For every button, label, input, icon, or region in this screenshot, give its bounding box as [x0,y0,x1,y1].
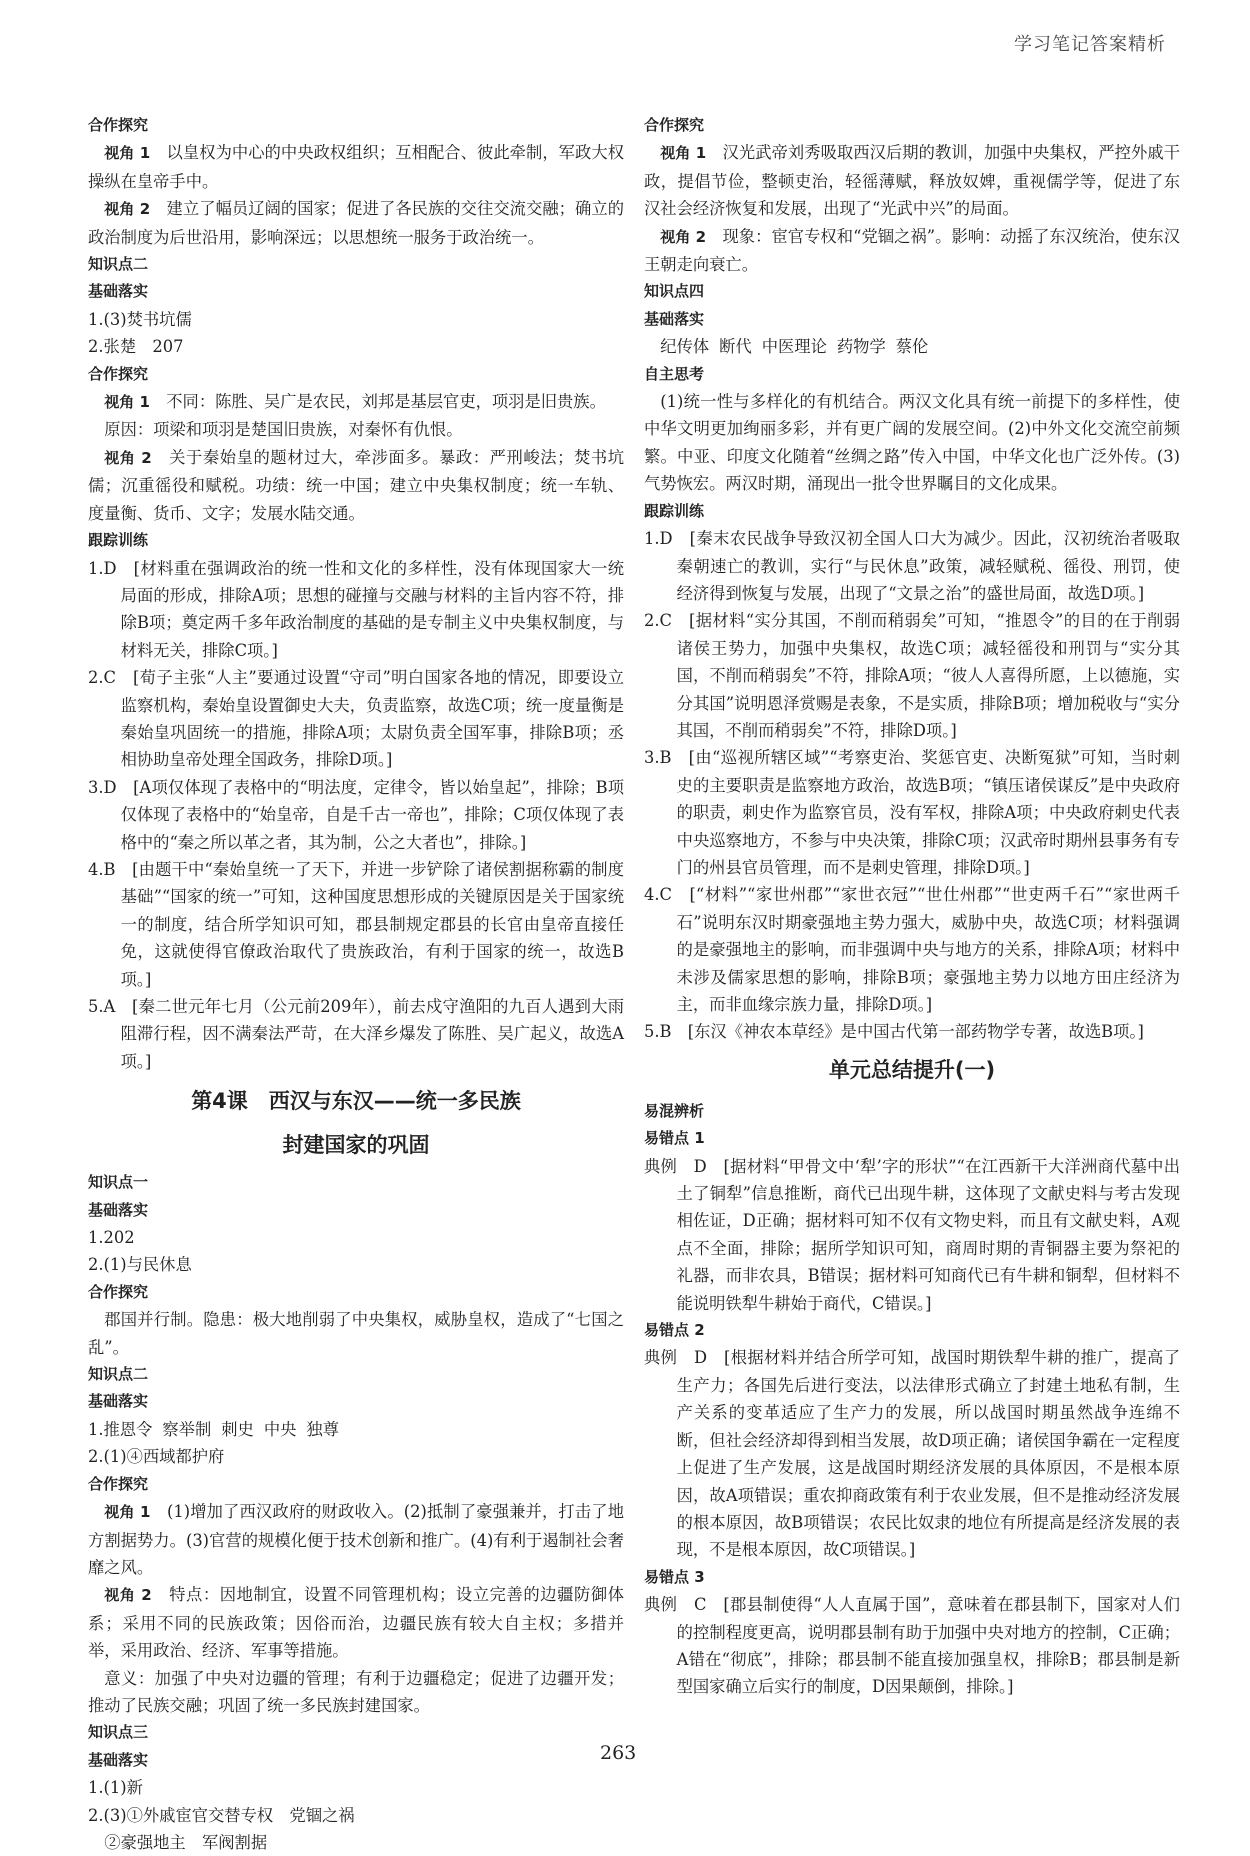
answer-term: 中医理论 [761,337,827,357]
section-heading: 基础落实 [88,282,149,301]
answer-line: 1.202 [88,1228,135,1248]
paragraph-text: 汉光武帝刘秀吸取西汉后期的教训，加强中央集权，严控外戚干政，提倡节俭，整顿吏治，轻徭薄赋，释放奴婢，重视儒学等，促进了东汉社会经济恢复和发展，出现了“光武中兴”的局面。 [644,143,1180,219]
answer-line [644,333,1180,360]
answer-item: 3.D [A项仅体现了表格中的“明法度，定律令，皆以始皇起”，排除；B项仅体现了表格中的“始皇帝，自是千古一帝也”，排除；C项仅体现了表格中的“秦之所以革之者，其为制，公之大者也”，排除。] [88,777,624,852]
perspective-label: 视角 1 [104,1503,151,1522]
section-heading: 自主思考 [644,364,705,383]
answer-term: 刺史 [221,1419,254,1439]
paragraph [644,139,1180,222]
perspective-label: 视角 2 [104,1586,152,1605]
answer-line: 2.(3)①外戚宦官交替专权 党锢之祸 [88,1805,355,1825]
running-header: 学习笔记答案精析 [1014,34,1166,55]
perspective-label: 视角 1 [660,144,707,163]
section-heading: 合作探究 [644,116,705,134]
perspective-label: 视角 2 [660,227,707,246]
paragraph-text: 以皇权为中心的中央政权组织；互相配合、彼此牵制，军政大权操纵在皇帝手中。 [88,143,624,191]
right-column [644,112,1180,1701]
paragraph: 原因：项梁和项羽是楚国旧贵族，对秦怀有仇恨。 [104,420,463,440]
answer-item: 5.A [秦二世元年七月（公元前209年），前去戍守渔阳的九百人遇到大雨阻滞行程，因不满秦法严苛，在大泽乡爆发了陈胜、吴广起义，故选A项。] [88,997,624,1071]
answer-line: 2.(1)与民休息 [88,1255,192,1275]
answer-term: 纪传体 [660,337,710,357]
answer-term: 蔡伦 [895,337,929,357]
paragraph [644,223,1180,279]
answer-item: 1.D [材料重在强调政治的统一性和文化的多样性，没有体现国家大一统局面的形成，排除A项；思想的碰撞与交融与材料的主旨内容不符，排除B项；奠定两千多年政治制度的基础的是专制主义中央集权制度，与材料无关，排除C项。] [88,558,624,660]
paragraph-text: (1)增加了西汉政府的财政收入。(2)抵制了豪强兼并，打击了地方割据势力。(3)官营的规模化便于技术创新和推广。(4)有利于遏制社会奢靡之风。 [88,1502,624,1577]
section-heading: 知识点一 [88,1173,149,1192]
paragraph [88,1498,624,1581]
example-answer: 典例 D [根据材料并结合所学可知，战国时期铁犁牛耕的推广，提高了生产力；各国先后进行变法，以法律形式确立了封建土地私有制，生产关系的变革适应了生产力的发展，所以战国时期虽然战争连绵不断，但社会经济却得到相当发展，故D项正确；诸侯国争霸在一定程度上促进了生产发展，这是战国时期经济发展的具体原因，不是根本原因，故A项错误；重农抑商政策有利于农业发展，但不是推动经济发展的根本原因，故B项错误；农民比奴隶的地位有所提高是经济发展的表现，不是根本原因，故C项错误。] [644,1348,1180,1560]
answer-term: 察举制 [162,1419,212,1439]
example-answer: 典例 C [郡县制使得“人人直属于国”，意味着在郡县制下，国家对人们的控制程度更高，说明郡县制有助于加强中央对地方的控制，C正确；A错在“彻底”，排除；郡县制不能直接加强皇权，排除B；郡县制是新型国家确立后实行的制度，D因果颠倒，排除。] [644,1595,1180,1697]
section-heading: 知识点四 [644,282,705,301]
section-heading: 合作探究 [88,364,149,383]
page-number: 263 [600,1742,637,1764]
lesson-title: 第4课 西汉与东汉——统一多民族 [191,1089,521,1114]
answer-line: 1.(1)新 [88,1778,143,1798]
section-heading: 基础落实 [88,1200,149,1219]
answer-item: 2.C [荀子主张“人主”要通过设置“守司”明白国家各地的情况，即要设立监察机构，秦始皇设置御史大夫，负责监察，故选C项；统一度量衡是秦始皇巩固统一的措施，排除A项；太尉负责全国军事，排除B项；丞相协助皇帝处理全国政务，排除D项。] [88,668,624,770]
answer-item: 3.B [由“巡视所辖区域”“考察吏治、奖惩官吏、决断冤狱”可知，当时刺史的主要职责是监察地方政治，故选B项；“镇压诸侯谋反”是中央政府的职责，刺史作为监察官员，没有军权，排除A项；中央政府刺史代表中央巡察地方，不参与中央决策，排除C项；汉武帝时期州县事务有专门的州县官员管理，而不是刺史管理，排除D项。] [644,748,1180,877]
perspective-label: 视角 2 [104,448,152,467]
example-answer: 典例 D [据材料“甲骨文中‘犁’字的形状”“在江西新干大洋洲商代墓中出土了铜犁”信息推断，商代已出现牛耕，这体现了文献史料与考古发现相佐证，D正确；据材料可知不仅有文物史料，而且有文献史料，A观点不全面，排除；据所学知识可知，商周时期的青铜器主要为祭祀的礼器，而非农具，B错误；据材料可知商代已有牛耕和铜犁，但材料不能说明铁犁牛耕始于商代，C错误。] [644,1156,1180,1313]
answer-term: 中央 [263,1419,297,1439]
answer-item: 1.D [秦末农民战争导致汉初全国人口大为减少。因此，汉初统治者吸取秦朝速亡的教训，实行“与民休息”政策，减轻赋税、徭役、刑罚，使经济得到恢复与发展，出现了“文景之治”的盛世局面，故选D项。] [644,529,1180,603]
section-heading: 易错点 2 [644,1321,705,1340]
answer-term: 断代 [719,337,752,357]
paragraph: (1)统一性与多样化的有机结合。两汉文化具有统一前提下的多样性，使中华文明更加绚丽多彩，并有更广阔的发展空间。(2)中外文化交流空前频繁。中亚、印度文化随着“丝绸之路”传入中国，中华文化也广泛外传。(3)气势恢宏。两汉时期，涌现出一批令世界瞩目的文化成果。 [644,392,1180,494]
unit-summary-title: 单元总结提升(一) [828,1057,996,1082]
section-heading: 合作探究 [88,116,149,134]
paragraph [88,1581,624,1664]
left-column [88,112,624,1856]
answer-line: ②豪强地主 军阀割据 [104,1832,268,1852]
section-heading: 知识点三 [88,1723,149,1742]
answer-line: 2.张楚 207 [88,337,184,357]
paragraph-text: 现象：宦官专权和“党锢之祸”。影响：动摇了东汉统治，使东汉王朝走向衰亡。 [644,226,1180,275]
paragraph: 意义：加强了中央对边疆的管理；有利于边疆稳定；促进了边疆开发；推动了民族交融；巩固了统一多民族封建国家。 [88,1668,624,1715]
perspective-label: 视角 2 [104,200,151,219]
answer-term: 药物学 [836,337,886,357]
section-heading: 跟踪训练 [88,531,149,550]
section-heading: 知识点二 [88,1365,149,1384]
section-heading: 基础落实 [88,1392,149,1411]
answer-term: 1.推恩令 [88,1419,153,1439]
paragraph [88,444,624,527]
section-heading: 基础落实 [88,1750,149,1769]
section-heading: 知识点二 [88,255,149,274]
section-heading: 合作探究 [88,1282,149,1301]
paragraph [88,388,624,416]
paragraph-text: 建立了幅员辽阔的国家；促进了各民族的交往交流交融；确立的政治制度为后世沿用，影响深远；以思想统一服务于政治统一。 [88,199,624,247]
perspective-label: 视角 1 [104,393,150,412]
answer-item: 2.C [据材料“实分其国，不削而稍弱矣”可知，“推恩令”的目的在于削弱诸侯王势力，加强中央集权，故选C项；减轻徭役和刑罚与“实分其国，不削而稍弱矣”不符，排除A项；“彼人人喜得所愿，上以德施，实分其国”说明恩泽赏赐是表象，不是实质，排除B项；增加税收与“实分其国，不削而稍弱矣”不符，排除D项。] [644,611,1180,740]
section-heading: 易混辨析 [644,1101,705,1120]
paragraph-text: 特点：因地制宜，设置不同管理机构；设立完善的边疆防御体系；采用不同的民族政策；因俗而治，边疆民族有较大自主权；多措并举，采用政治、经济、军事等措施。 [88,1585,624,1661]
section-heading: 易错点 1 [644,1129,705,1148]
paragraph-text: 不同：陈胜、吴广是农民，刘邦是基层官吏，项羽是旧贵族。 [166,392,606,412]
answer-line [88,1416,624,1443]
paragraph [88,195,624,251]
answer-line: 1.(3)焚书坑儒 [88,309,192,329]
section-heading: 易错点 3 [644,1567,705,1586]
paragraph: 郡国并行制。隐患：极大地削弱了中央集权，威胁皇权，造成了“七国之乱”。 [88,1310,624,1357]
paragraph [88,139,624,195]
lesson-title-line2: 封建国家的巩固 [282,1133,430,1158]
answer-item: 4.C [“材料”“家世州郡”“家世衣冠”“世仕州郡”“世吏两千石”“家世两千石”说明东汉时期豪强地主势力强大，威胁中央，故选C项；材料强调的是豪强地主的影响，而非强调中央与地方的关系，排除A项；材料中未涉及儒家思想的影响，排除B项；豪强地主势力以地方田庄经济为主，而非血缘宗族力量，排除D项。] [644,885,1180,1014]
answer-item: 5.B [东汉《神农本草经》是中国古代第一部药物学专著，故选B项。] [644,1022,1144,1042]
answer-item: 4.B [由题干中“秦始皇统一了天下，并进一步铲除了诸侯割据称霸的制度基础”“国家的统一”可知，这种国度思想形成的关键原因是关于国家统一的制度，结合所学知识可知，郡县制规定郡县的长官由皇帝直接任免，这就使得官僚政治取代了贵族政治，有利于国家的统一，故选B项。] [88,859,624,989]
paragraph-text: 关于秦始皇的题材过大，牵涉面多。暴政：严刑峻法；焚书坑儒；沉重徭役和赋税。功绩：统一中国；建立中央集权制度；统一车轨、度量衡、货币、文字；发展水陆交通。 [88,447,624,523]
section-heading: 跟踪训练 [644,501,705,520]
section-heading: 合作探究 [88,1474,149,1493]
answer-term: 独尊 [306,1419,339,1439]
perspective-label: 视角 1 [104,144,151,163]
section-heading: 基础落实 [644,309,705,328]
answer-line: 2.(1)④西域都护府 [88,1447,225,1467]
